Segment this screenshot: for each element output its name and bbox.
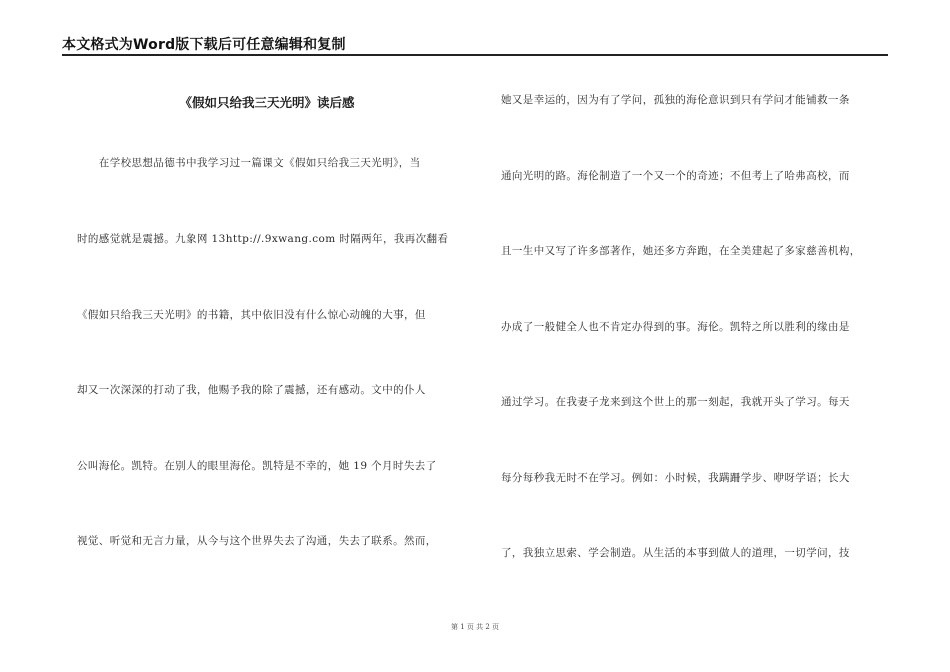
paragraph-line: 每分每秒我无时不在学习。例如：小时候，我蹒跚学步、咿呀学语；长大	[501, 472, 850, 484]
paragraph-line: 且一生中又写了许多部著作，她还多方奔跑，在全美建起了多家慈善机构，	[501, 245, 861, 257]
article-title: 《假如只给我三天光明》读后感	[179, 95, 355, 110]
paragraph-line: 《假如只给我三天光明》的书籍，其中依旧没有什么惊心动魄的大事，但	[77, 309, 426, 321]
paragraph-line: 她又是幸运的，因为有了学问，孤独的海伦意识到只有学问才能铺救一条	[501, 94, 850, 106]
paragraph-line: 公叫海伦。凯特。在别人的眼里海伦。凯特是不幸的，她 19 个月时失去了	[77, 460, 437, 472]
paragraph-line: 通过学习。在我妻子龙来到这个世上的那一刻起，我就开头了学习。每天	[501, 396, 850, 408]
paragraph-line: 时的感觉就是震撼。九象网 13http://.9xwang.com 时隔两年，我再次翻看	[77, 233, 449, 245]
paragraph-line: 视觉、听觉和无言力量，从今与这个世界失去了沟通，失去了联系。然而，	[77, 535, 437, 547]
paragraph-line: 在学校思想品德书中我学习过一篇课文《假如只给我三天光明》，当	[77, 157, 421, 169]
paragraph-line: 办成了一般健全人也不肯定办得到的事。海伦。凯特之所以胜利的缘由是	[501, 321, 850, 333]
paragraph-line: 通向光明的路。海伦制造了一个又一个的奇迹；不但考上了哈弗高校，而	[501, 170, 850, 182]
paragraph-line: 了，我独立思索、学会制造。从生活的本事到做人的道理，一切学问，技	[501, 547, 850, 559]
page-number: 第 1 页 共 2 页	[450, 623, 500, 631]
document-header: 本文格式为Word版下载后可任意编辑和复制	[62, 37, 346, 53]
paragraph-line: 却又一次深深的打动了我，他赐予我的除了震撼，还有感动。文中的仆人	[77, 384, 426, 396]
header-divider	[62, 54, 888, 56]
